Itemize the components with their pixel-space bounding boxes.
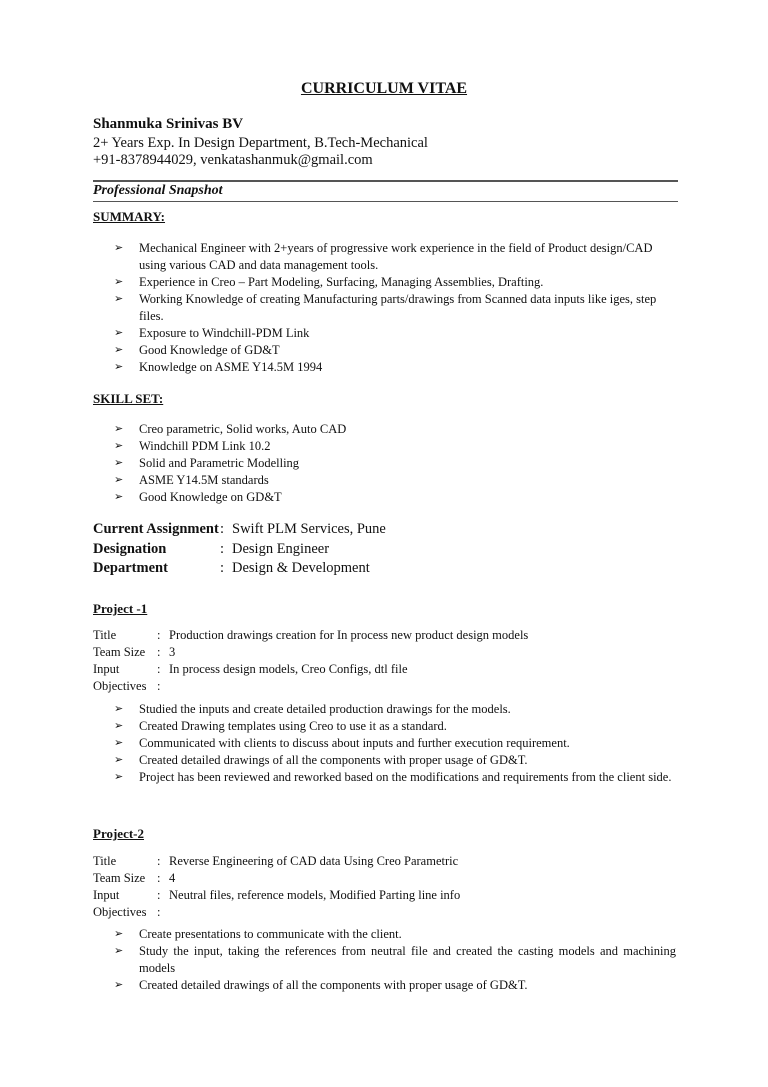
skill-set-heading: SKILL SET: <box>93 391 164 406</box>
separator-colon: : <box>157 854 161 868</box>
arrow-bullet-icon: ➢ <box>114 703 124 715</box>
list-item-text: Created detailed drawings of all the components with proper usage of GD&T. <box>139 753 528 767</box>
list-item-text: Created detailed drawings of all the components with proper usage of GD&T. <box>139 978 528 992</box>
contact-line: +91-8378944029, venkatashanmuk@gmail.com <box>93 152 373 168</box>
list-item-text: Studied the inputs and create detailed production drawings for the models. <box>139 702 511 716</box>
list-item <box>114 489 676 506</box>
list-item-text: Created Drawing templates using Creo to use it as a standard. <box>139 719 447 733</box>
project-2-title-label: Title <box>93 854 117 868</box>
arrow-bullet-icon: ➢ <box>114 423 124 435</box>
arrow-bullet-icon: ➢ <box>114 242 124 254</box>
project-1-objectives-list <box>114 701 676 786</box>
separator-colon: : <box>157 871 161 885</box>
project-1-input-value: In process design models, Creo Configs, dtl file <box>169 662 408 676</box>
list-item-text: Experience in Creo – Part Modeling, Surfacing, Managing Assemblies, Drafting. <box>139 275 544 289</box>
list-item-text: Solid and Parametric Modelling <box>139 456 300 470</box>
section-heading-professional-snapshot: Professional Snapshot <box>93 183 223 198</box>
project-1-input-label: Input <box>93 662 120 676</box>
list-item-text: Creo parametric, Solid works, Auto CAD <box>139 422 347 436</box>
summary-heading: SUMMARY: <box>93 209 166 224</box>
skill-list <box>114 421 676 506</box>
department-label: Department <box>93 560 168 576</box>
list-item-text: Mechanical Engineer with 2+years of progressive work experience in the field of Product design/CAD using various CAD and data management tools. <box>139 241 653 272</box>
list-item <box>114 438 676 455</box>
separator-colon: : <box>220 541 225 557</box>
list-item <box>114 291 676 325</box>
arrow-bullet-icon: ➢ <box>114 737 124 749</box>
project-2-heading: Project-2 <box>93 826 145 841</box>
project-1-team-value: 3 <box>169 645 176 659</box>
list-item-text: Knowledge on ASME Y14.5M 1994 <box>139 360 323 374</box>
separator-colon: : <box>157 645 161 659</box>
arrow-bullet-icon: ➢ <box>114 361 124 373</box>
project-1-heading: Project -1 <box>93 601 148 616</box>
list-item-text: Study the input, taking the references from neutral file and created the casting models and machining models <box>139 944 676 975</box>
list-item <box>114 342 676 359</box>
project-1-title-label: Title <box>93 628 117 642</box>
list-item-text: Windchill PDM Link 10.2 <box>139 439 271 453</box>
arrow-bullet-icon: ➢ <box>114 440 124 452</box>
project-1-title-value: Production drawings creation for In process new product design models <box>169 628 529 642</box>
arrow-bullet-icon: ➢ <box>114 945 124 957</box>
list-item-text: Good Knowledge on GD&T <box>139 490 282 504</box>
list-item-text: Project has been reviewed and reworked based on the modifications and requirements from the client side. <box>139 770 672 784</box>
arrow-bullet-icon: ➢ <box>114 276 124 288</box>
list-item <box>114 718 676 735</box>
list-item-text: ASME Y14.5M standards <box>139 473 269 487</box>
candidate-name: Shanmuka Srinivas BV <box>93 116 244 132</box>
list-item <box>114 701 676 718</box>
summary-list <box>114 240 676 376</box>
list-item <box>114 274 676 291</box>
list-item <box>114 421 676 438</box>
list-item <box>114 325 676 342</box>
separator-colon: : <box>157 679 161 693</box>
section-rule-bottom <box>93 201 678 202</box>
list-item <box>114 977 676 994</box>
list-item-text: Communicated with clients to discuss about inputs and further execution requirement. <box>139 736 570 750</box>
project-2-objectives-label: Objectives <box>93 905 147 919</box>
list-item-text: Working Knowledge of creating Manufacturing parts/drawings from Scanned data inputs like iges, step files. <box>139 292 657 323</box>
current-assignment-label: Current Assignment <box>93 521 219 537</box>
arrow-bullet-icon: ➢ <box>114 327 124 339</box>
separator-colon: : <box>220 560 225 576</box>
designation-value: Design Engineer <box>232 541 330 557</box>
list-item <box>114 735 676 752</box>
document-title: CURRICULUM VITAE <box>300 80 468 97</box>
list-item <box>114 455 676 472</box>
experience-line: 2+ Years Exp. In Design Department, B.Tech-Mechanical <box>93 135 428 151</box>
arrow-bullet-icon: ➢ <box>114 771 124 783</box>
project-2-input-label: Input <box>93 888 120 902</box>
list-item <box>114 752 676 769</box>
separator-colon: : <box>157 628 161 642</box>
list-item <box>114 240 676 274</box>
arrow-bullet-icon: ➢ <box>114 457 124 469</box>
list-item-text: Exposure to Windchill-PDM Link <box>139 326 310 340</box>
project-1-team-label: Team Size <box>93 645 146 659</box>
list-item <box>114 769 676 786</box>
list-item <box>114 359 676 376</box>
arrow-bullet-icon: ➢ <box>114 720 124 732</box>
arrow-bullet-icon: ➢ <box>114 293 124 305</box>
separator-colon: : <box>157 905 161 919</box>
arrow-bullet-icon: ➢ <box>114 754 124 766</box>
designation-label: Designation <box>93 541 167 557</box>
project-2-title-value: Reverse Engineering of CAD data Using Creo Parametric <box>169 854 459 868</box>
arrow-bullet-icon: ➢ <box>114 491 124 503</box>
separator-colon: : <box>157 662 161 676</box>
separator-colon: : <box>220 521 225 537</box>
project-2-input-value: Neutral files, reference models, Modified Parting line info <box>169 888 461 902</box>
list-item <box>114 926 676 943</box>
arrow-bullet-icon: ➢ <box>114 474 124 486</box>
project-2-team-label: Team Size <box>93 871 146 885</box>
project-2-team-value: 4 <box>169 871 176 885</box>
current-assignment-value: Swift PLM Services, Pune <box>232 521 386 537</box>
list-item-text: Good Knowledge of GD&T <box>139 343 280 357</box>
list-item <box>114 943 676 977</box>
section-rule-top <box>93 180 678 182</box>
project-1-objectives-label: Objectives <box>93 679 147 693</box>
list-item <box>114 472 676 489</box>
department-value: Design & Development <box>232 560 370 576</box>
list-item-text: Create presentations to communicate with the client. <box>139 927 402 941</box>
arrow-bullet-icon: ➢ <box>114 928 124 940</box>
arrow-bullet-icon: ➢ <box>114 979 124 991</box>
project-2-objectives-list <box>114 926 676 994</box>
arrow-bullet-icon: ➢ <box>114 344 124 356</box>
separator-colon: : <box>157 888 161 902</box>
